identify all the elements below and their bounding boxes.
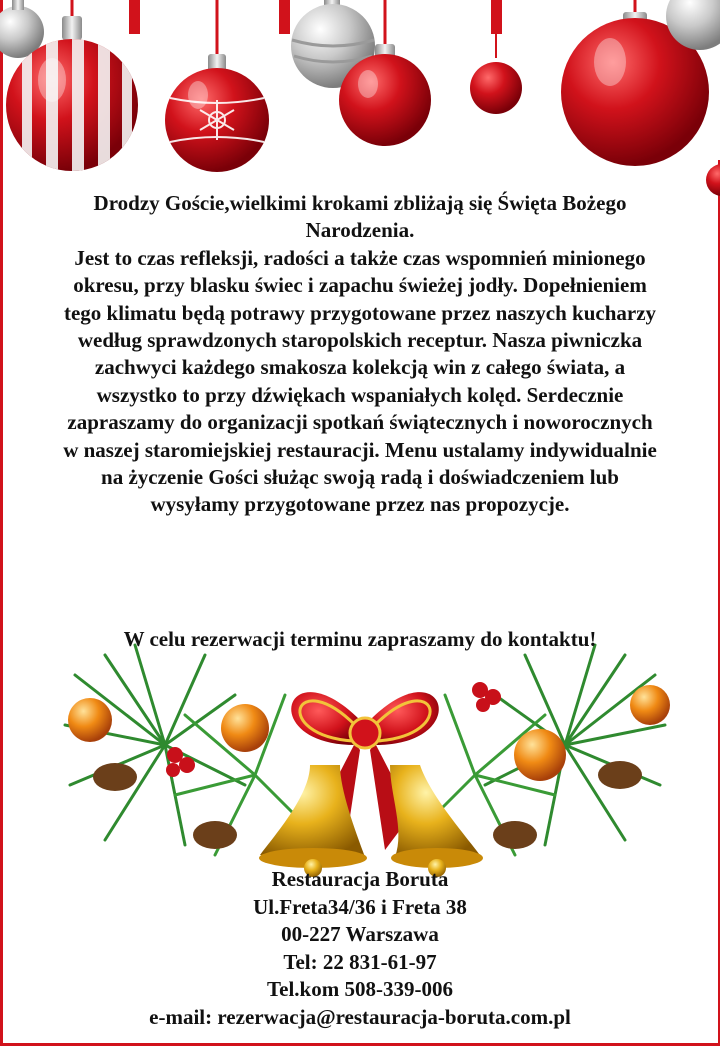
orange-bauble	[514, 729, 566, 781]
phone-line: Tel: 22 831-61-97	[283, 949, 437, 974]
contact-info	[60, 866, 660, 1031]
christmas-garland-bells-decoration	[55, 625, 675, 880]
ribbon	[129, 0, 140, 34]
reservation-call-to-action: W celu rezerwacji terminu zapraszamy do kontaktu!	[123, 627, 597, 651]
ribbon	[279, 0, 290, 34]
pinecone	[598, 761, 642, 789]
orange-bauble	[68, 698, 112, 742]
address-line: Ul.Freta34/36 i Freta 38	[253, 894, 467, 919]
ribbon	[491, 0, 502, 34]
snowflake-ornament	[165, 0, 269, 172]
restaurant-name: Restauracja Boruta	[271, 867, 449, 891]
greeting-text: Drodzy Goście,wielkimi krokami zbliżają się Święta Bożego Narodzenia.	[93, 191, 627, 243]
golden-bells	[259, 765, 483, 877]
hanging-ornaments-decoration	[0, 0, 720, 200]
pinecone	[193, 821, 237, 849]
pine-branches	[65, 645, 665, 855]
letter-body-text: Jest to czas refleksji, radości a także czas wspomnień minionego okresu, przy blasku świec i zapachu świeżej jodły. Dopełnieniem tego klimatu będą potrawy przygotowane przez naszych kucharzy według sprawdzonych staropolskich receptur. Nasza piwniczka zachwyci każdego smakosza kolekcją win z całego świata, a wszystko to przy dźwiękach wspaniałych kolęd. Serdecznie zapraszamy do organizacji spotkań świątecznych i noworocznych w naszej staromiejskiej restauracji. Menu ustalamy indywidualnie na życzenie Gości służąc swoją radą i doświadczeniem lub wysyłamy przygotowane przez nas propozycje.	[63, 245, 657, 517]
city-line: 00-227 Warszawa	[281, 922, 439, 946]
red-ornament-small	[470, 34, 522, 114]
pinecone	[493, 821, 537, 849]
mobile-line: Tel.kom 508-339-006	[267, 977, 453, 1001]
email-line: e-mail: rezerwacja@restauracja-boruta.com.pl	[149, 1004, 571, 1029]
orange-bauble	[630, 685, 670, 725]
orange-bauble	[221, 704, 269, 752]
red-ornament-edge	[706, 164, 720, 196]
greeting-letter	[60, 190, 660, 519]
pinecone	[93, 763, 137, 791]
